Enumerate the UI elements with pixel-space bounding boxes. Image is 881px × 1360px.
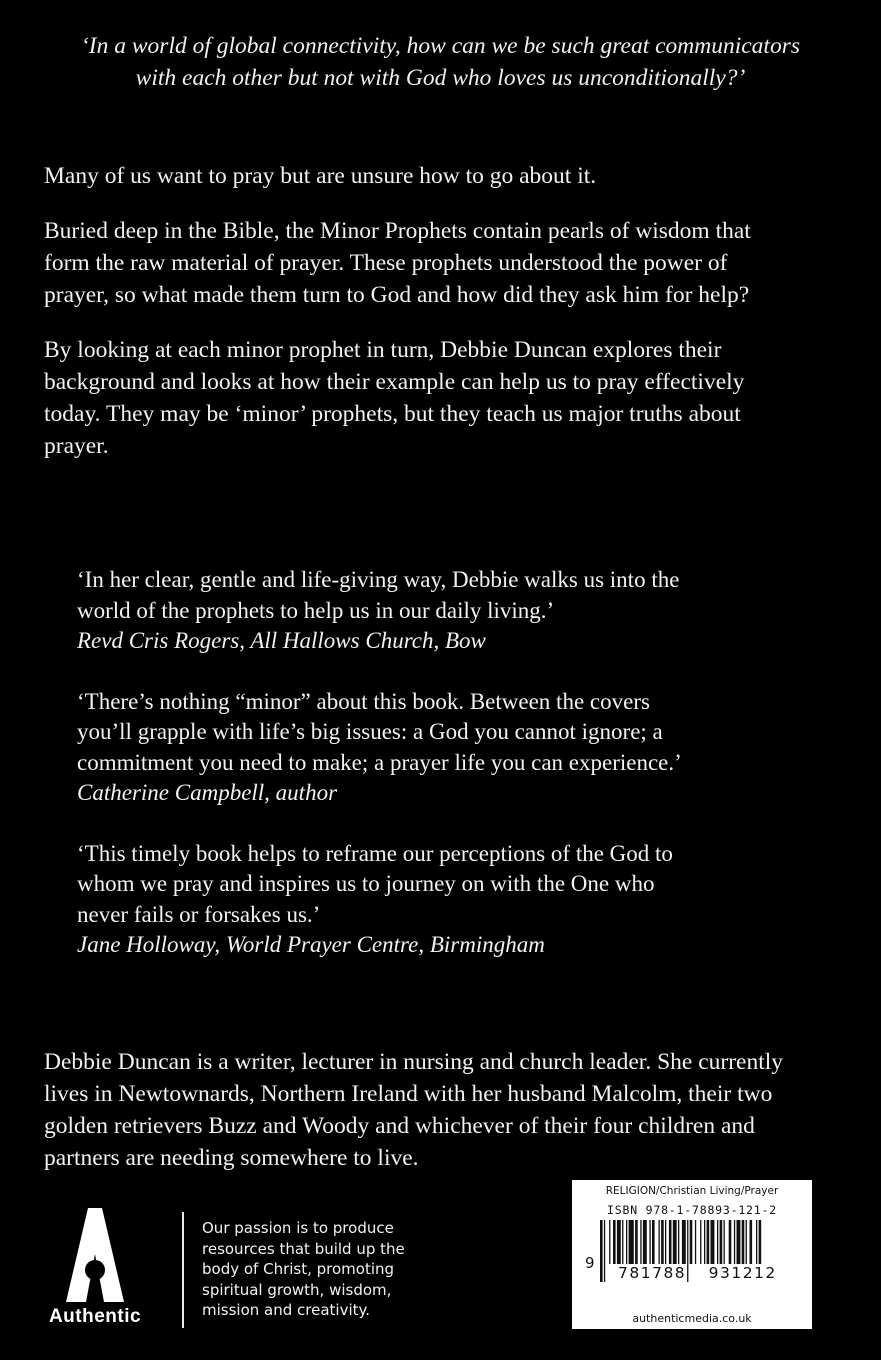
publisher-logo <box>40 1208 150 1334</box>
barcode-bar <box>690 1220 693 1264</box>
barcode-first-digit: 9 <box>585 1254 595 1272</box>
blurb-line: prayer, so what made them turn to God and how did they ask him for help? <box>44 282 750 308</box>
quote-line: whom we pray and inspires us to journey on with the One who <box>77 871 655 896</box>
publisher-mission <box>202 1218 422 1321</box>
blurb-paragraph <box>44 160 844 192</box>
barcode-bar <box>617 1220 621 1264</box>
barcode-bar <box>750 1220 753 1264</box>
quote-line: ‘This timely book helps to reframe our perceptions of the God to <box>77 840 673 866</box>
barcode-bar <box>695 1220 696 1264</box>
barcode-bar <box>720 1220 723 1264</box>
barcode-bar <box>678 1220 679 1264</box>
barcode-bar <box>737 1220 741 1264</box>
barcode-bar <box>649 1220 650 1264</box>
bio-line: partners are needing somewhere to live. <box>44 1145 419 1171</box>
endorsement-quote <box>77 839 837 961</box>
bio-line: golden retrievers Buzz and Woody and whichever of their four children and <box>44 1113 755 1139</box>
barcode-box <box>572 1180 812 1329</box>
blurb-line: form the raw material of prayer. These prophets understood the power of <box>44 250 728 276</box>
authentic-a-logo-icon <box>66 1208 124 1302</box>
bio-line: Debbie Duncan is a writer, lecturer in nursing and church leader. She currently <box>44 1049 784 1075</box>
book-blurb <box>44 160 844 485</box>
barcode-bar <box>640 1220 641 1264</box>
quote-line: ‘There’s nothing “minor” about this book. Between the covers <box>77 688 650 714</box>
barcode-bar <box>613 1220 616 1264</box>
barcode-bar <box>659 1220 660 1264</box>
quote-line: ‘In her clear, gentle and life-giving way, Debbie walks us into the <box>77 567 680 592</box>
blurb-line: today. They may be ‘minor’ prophets, but they teach us major truths about <box>44 401 741 427</box>
barcode-bar <box>626 1220 627 1264</box>
blurb-paragraph <box>44 215 844 311</box>
quote-attribution: Catherine Campbell, author <box>77 780 338 805</box>
endorsement-quote <box>77 687 837 809</box>
barcode-bar <box>635 1220 638 1264</box>
endorsements <box>77 565 837 991</box>
barcode-group-1: 781788 <box>618 1264 687 1282</box>
quote-line: commitment you need to make; a prayer life you can experience.’ <box>77 749 682 775</box>
quote-attribution: Revd Cris Rogers, All Hallows Church, Bow <box>77 628 486 653</box>
quote-line: world of the prophets to help us in our daily living.’ <box>77 597 555 623</box>
barcode-bar <box>734 1220 735 1264</box>
barcode-bar <box>742 1220 745 1264</box>
blurb-line: background and looks at how their example can help us to pray effectively <box>44 369 745 395</box>
blurb-line: Many of us want to pray but are unsure how to go about it. <box>44 163 597 189</box>
publisher-name: Authentic <box>48 1306 142 1327</box>
barcode-bar <box>669 1220 672 1264</box>
barcode-bar <box>756 1220 757 1264</box>
barcode-bar <box>643 1220 647 1264</box>
barcode-bar <box>729 1220 732 1264</box>
mission-line: spiritual growth, wisdom, <box>202 1280 392 1299</box>
blurb-line: Buried deep in the Bible, the Minor Prophets contain pearls of wisdom that <box>44 218 751 244</box>
barcode-bar <box>622 1220 623 1264</box>
quote-line: you’ll grapple with life’s big issues: a God you cannot ignore; a <box>77 719 663 744</box>
barcode-bar <box>652 1220 655 1264</box>
isbn-label: ISBN 978-1-78893-121-2 <box>607 1203 777 1217</box>
endorsement-quote <box>77 565 837 657</box>
barcode-bar <box>711 1220 715 1264</box>
barcode-bar <box>600 1220 603 1282</box>
barcode-bar <box>629 1220 634 1264</box>
barcode-bar <box>707 1220 710 1264</box>
barcode-bar <box>609 1220 610 1264</box>
barcode-bar <box>661 1220 664 1264</box>
blurb-line: By looking at each minor prophet in turn, Debbie Duncan explores their <box>44 337 722 363</box>
blurb-paragraph <box>44 334 844 462</box>
publisher-url: authenticmedia.co.uk <box>632 1312 752 1325</box>
barcode-bar <box>704 1220 705 1264</box>
mission-line: mission and creativity. <box>202 1301 371 1319</box>
mission-line: body of Christ, promoting <box>202 1260 395 1278</box>
logo-divider <box>182 1212 184 1328</box>
tagline-line: ‘In a world of global connectivity, how can we be such great communicators <box>80 33 801 59</box>
barcode-bar <box>673 1220 677 1264</box>
barcode-bar <box>717 1220 718 1264</box>
barcode-bar <box>724 1220 725 1264</box>
cover-tagline <box>30 30 851 94</box>
bio-line: lives in Newtownards, Northern Ireland with her husband Malcolm, their two <box>44 1081 773 1107</box>
mission-line: resources that build up the <box>202 1239 405 1258</box>
tagline-line: with each other but not with God who loves us unconditionally?’ <box>135 65 746 91</box>
barcode-bar <box>746 1220 747 1264</box>
bisac-category: RELIGION/Christian Living/Prayer <box>605 1185 779 1197</box>
barcode-bar <box>700 1220 701 1264</box>
mission-line: Our passion is to produce <box>202 1219 394 1237</box>
quote-attribution: Jane Holloway, World Prayer Centre, Birmingham <box>77 932 545 957</box>
quote-line: never fails or forsakes us.’ <box>77 901 321 927</box>
blurb-line: prayer. <box>44 433 109 459</box>
author-bio <box>44 1046 844 1174</box>
barcode-bar <box>604 1220 605 1282</box>
barcode-group-2: 931212 <box>708 1264 777 1282</box>
barcode-bar <box>665 1220 666 1264</box>
barcode-digits <box>616 1264 802 1282</box>
